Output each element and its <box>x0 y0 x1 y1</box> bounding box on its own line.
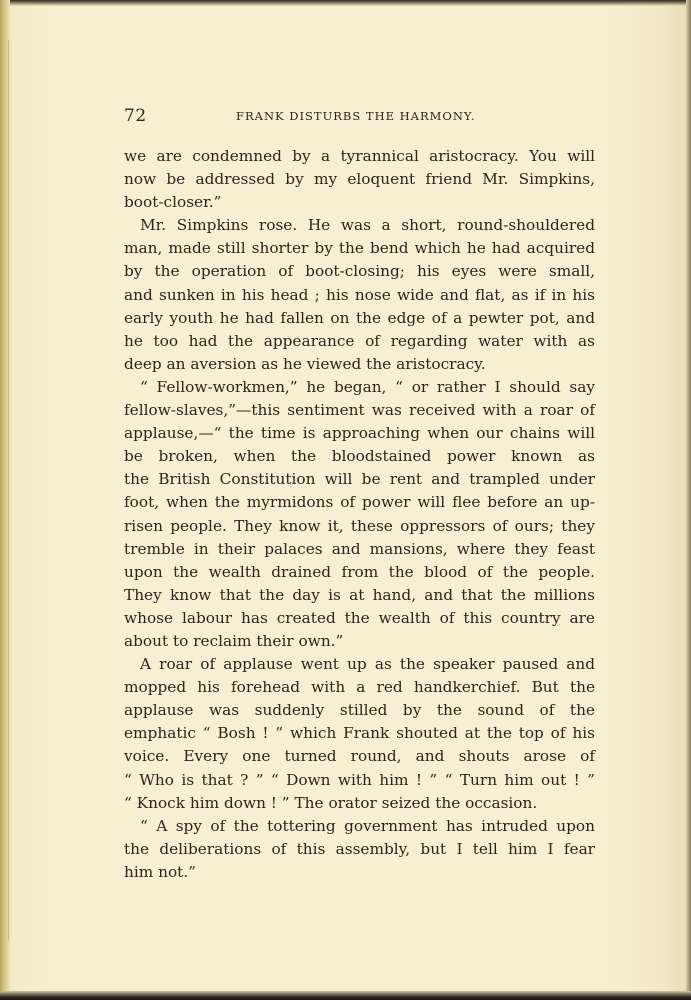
text-line: now be addressed by my eloquent friend Mr. Simpkins, <box>124 170 595 189</box>
text-line: mopped his forehead with a red handkerchief. But the <box>124 678 595 697</box>
text-line: A roar of applause went up as the speaker paused and <box>140 655 595 674</box>
text-line: foot, when the myrmidons of power will flee before an up- <box>124 493 595 512</box>
text-line: They know that the day is at hand, and that the millions <box>124 585 595 604</box>
text-line: “ A spy of the tottering government has intruded upon <box>140 816 595 835</box>
text-line: upon the wealth drained from the blood of the people. <box>124 562 595 581</box>
text-line: be broken, when the bloodstained power known as <box>124 447 595 466</box>
text-line: and sunken in his head ; his nose wide and flat, as if in his <box>124 285 595 304</box>
top-shadow <box>0 0 691 6</box>
text-line: emphatic “ Bosh ! ” which Frank shouted at the top of his <box>124 724 595 743</box>
text-line: the British Constitution will be rent and trampled under <box>124 470 595 489</box>
text-line: fellow-slaves,”—this sentiment was received with a roar of <box>124 401 595 420</box>
running-title: FRANK DISTURBS THE HARMONY. <box>236 109 476 123</box>
text-line: the deliberations of this assembly, but I tell him I fear <box>124 839 595 858</box>
text-line: risen people. They know it, these oppressors of ours; they <box>124 516 595 535</box>
text-line: deep an aversion as he viewed the aristocracy. <box>124 354 486 373</box>
text-line: man, made still shorter by the bend which he had acquired <box>124 239 595 258</box>
page-header <box>124 106 594 128</box>
bottom-shadow <box>0 991 691 1000</box>
text-line: boot-closer.” <box>124 193 222 212</box>
page-number: 72 <box>124 106 147 126</box>
body-text <box>124 145 595 884</box>
text-line: “ Who is that ? ” “ Down with him ! ” “ Turn him out ! ” <box>124 770 595 789</box>
text-line: applause was suddenly stilled by the sound of the <box>124 701 595 720</box>
text-line: about to reclaim their own.” <box>124 631 344 650</box>
text-line: him not.” <box>124 862 197 881</box>
text-line: “ Knock him down ! ” The orator seized the occasion. <box>124 793 538 812</box>
text-line: tremble in their palaces and mansions, where they feast <box>124 539 595 558</box>
text-line: applause,—“ the time is approaching when our chains will <box>124 424 595 443</box>
text-line: we are condemned by a tyrannical aristocracy. You will <box>124 147 595 165</box>
text-line: he too had the appearance of regarding water with as <box>124 331 595 350</box>
text-line: early youth he had fallen on the edge of a pewter pot, and <box>124 308 595 327</box>
text-line: whose labour has created the wealth of this country are <box>124 608 595 627</box>
text-line: by the operation of boot-closing; his eyes were small, <box>124 262 595 281</box>
text-line: voice. Every one turned round, and shouts arose of <box>124 747 595 766</box>
text-line: “ Fellow-workmen,” he began, “ or rather I should say <box>140 377 595 396</box>
right-page-edge <box>686 0 691 1000</box>
text-line: Mr. Simpkins rose. He was a short, round-shouldered <box>140 216 595 235</box>
binding-rule <box>8 40 9 940</box>
